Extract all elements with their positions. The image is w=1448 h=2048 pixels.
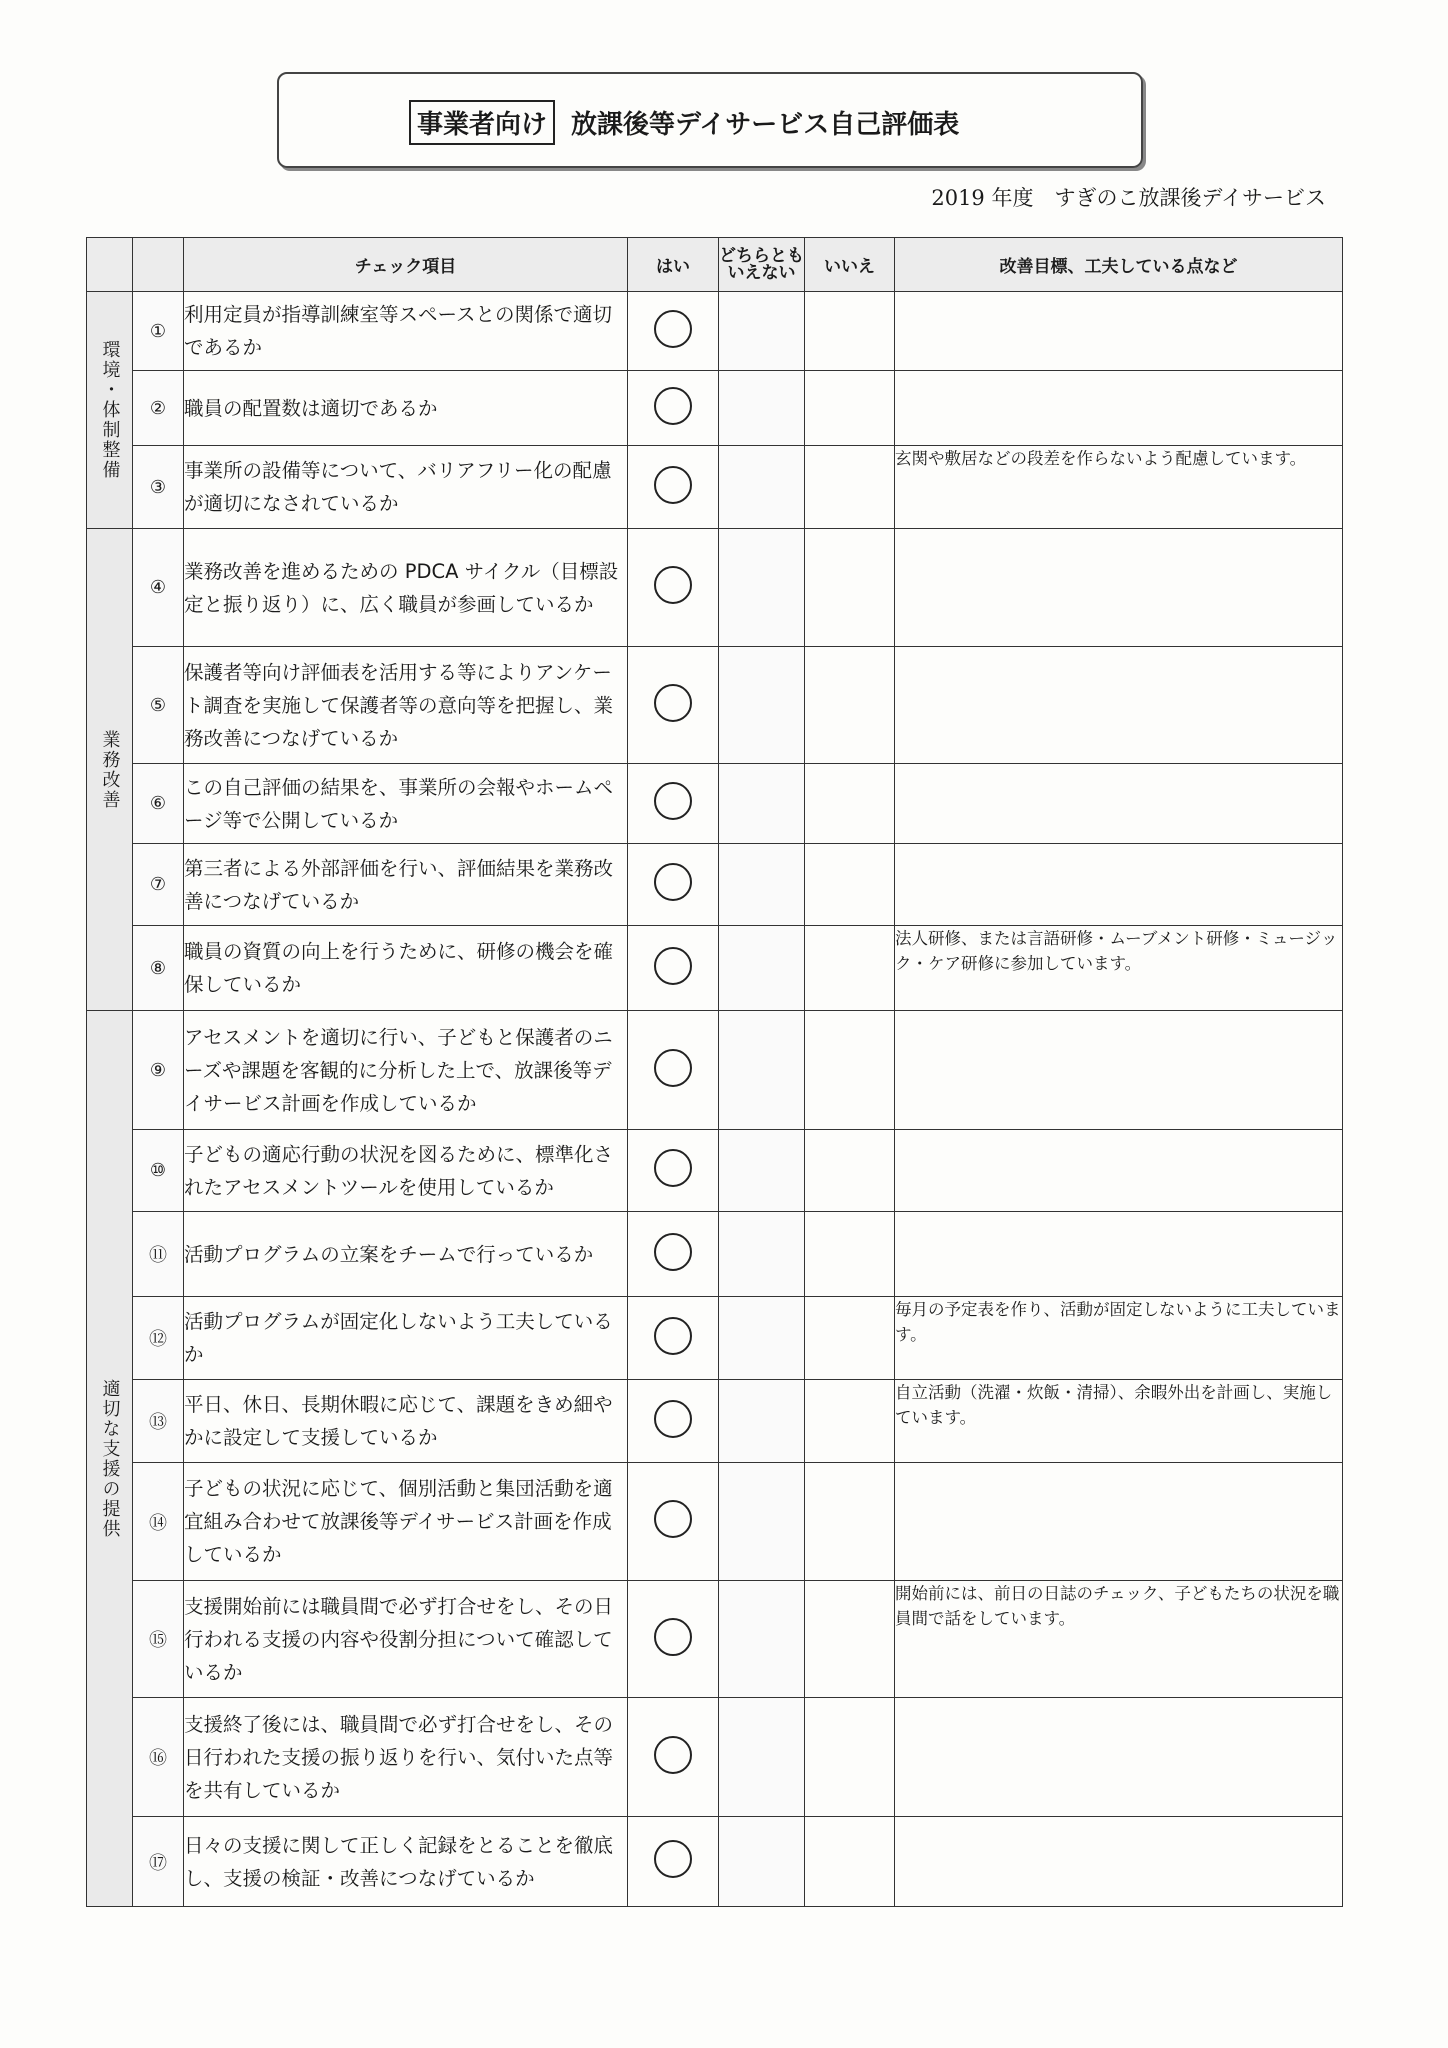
no-cell xyxy=(805,1130,895,1212)
header-corner-2 xyxy=(133,238,184,292)
neither-cell xyxy=(719,926,805,1011)
document-subtitle: 2019 年度 すぎのこ放課後デイサービス xyxy=(931,186,1326,210)
table-row xyxy=(87,292,1343,371)
row-number: ⑭ xyxy=(133,1463,184,1581)
table-row xyxy=(87,1297,1343,1380)
circle-mark-icon xyxy=(654,1149,692,1187)
table-row xyxy=(87,1817,1343,1907)
no-cell xyxy=(805,647,895,764)
table-row xyxy=(87,844,1343,926)
circle-mark-icon xyxy=(654,782,692,820)
header-notes: 改善目標、工夫している点など xyxy=(895,238,1343,292)
circle-mark-icon xyxy=(654,863,692,901)
row-number: ⑩ xyxy=(133,1130,184,1212)
table-row xyxy=(87,1130,1343,1212)
circle-mark-icon xyxy=(654,387,692,425)
no-cell xyxy=(805,1297,895,1380)
category-environment: 環境・体制整備 xyxy=(87,292,133,529)
row-number: ⑮ xyxy=(133,1581,184,1698)
row-number: ② xyxy=(133,371,184,446)
yes-cell xyxy=(628,1581,719,1698)
header-yes: はい xyxy=(628,238,719,292)
neither-cell xyxy=(719,446,805,529)
no-cell xyxy=(805,1581,895,1698)
circle-mark-icon xyxy=(654,566,692,604)
row-number: ⑤ xyxy=(133,647,184,764)
no-cell xyxy=(805,1463,895,1581)
check-item: 保護者等向け評価表を活用する等によりアンケート調査を実施して保護者等の意向等を把握し、業務改善につなげているか xyxy=(184,647,628,764)
row-number: ⑥ xyxy=(133,764,184,844)
row-number: ⑪ xyxy=(133,1212,184,1297)
note-cell xyxy=(895,292,1343,371)
note-cell: 毎月の予定表を作り、活動が固定しないように工夫しています。 xyxy=(895,1297,1343,1380)
circle-mark-icon xyxy=(654,1840,692,1878)
note-cell xyxy=(895,1212,1343,1297)
check-item: 業務改善を進めるための PDCA サイクル（目標設定と振り返り）に、広く職員が参画しているか xyxy=(184,529,628,647)
circle-mark-icon xyxy=(654,1233,692,1271)
check-item: この自己評価の結果を、事業所の会報やホームページ等で公開しているか xyxy=(184,764,628,844)
circle-mark-icon xyxy=(654,466,692,504)
title-box xyxy=(277,72,1143,168)
check-item: 活動プログラムが固定化しないよう工夫しているか xyxy=(184,1297,628,1380)
note-cell xyxy=(895,1130,1343,1212)
yes-cell xyxy=(628,1698,719,1817)
note-cell xyxy=(895,1698,1343,1817)
neither-cell xyxy=(719,1581,805,1698)
check-item: 子どもの状況に応じて、個別活動と集団活動を適宜組み合わせて放課後等デイサービス計画を作成しているか xyxy=(184,1463,628,1581)
table-row xyxy=(87,647,1343,764)
yes-cell xyxy=(628,764,719,844)
note-cell xyxy=(895,844,1343,926)
neither-cell xyxy=(719,1297,805,1380)
no-cell xyxy=(805,529,895,647)
note-cell xyxy=(895,1817,1343,1907)
check-item: 支援終了後には、職員間で必ず打合せをし、その日行われた支援の振り返りを行い、気付いた点等を共有しているか xyxy=(184,1698,628,1817)
circle-mark-icon xyxy=(654,1736,692,1774)
note-cell: 法人研修、または言語研修・ムーブメント研修・ミュージック・ケア研修に参加しています。 xyxy=(895,926,1343,1011)
yes-cell xyxy=(628,1297,719,1380)
table-row xyxy=(87,446,1343,529)
yes-cell xyxy=(628,1380,719,1463)
note-cell xyxy=(895,1011,1343,1130)
yes-cell xyxy=(628,1011,719,1130)
no-cell xyxy=(805,371,895,446)
note-cell: 自立活動（洗濯・炊飯・清掃）、余暇外出を計画し、実施しています。 xyxy=(895,1380,1343,1463)
yes-cell xyxy=(628,1212,719,1297)
row-number: ⑬ xyxy=(133,1380,184,1463)
check-item: 子どもの適応行動の状況を図るために、標準化されたアセスメントツールを使用しているか xyxy=(184,1130,628,1212)
circle-mark-icon xyxy=(654,1618,692,1656)
note-cell xyxy=(895,1463,1343,1581)
circle-mark-icon xyxy=(654,1317,692,1355)
evaluation-table xyxy=(86,237,1343,1907)
table-row xyxy=(87,1212,1343,1297)
table-row xyxy=(87,529,1343,647)
yes-cell xyxy=(628,1463,719,1581)
circle-mark-icon xyxy=(654,310,692,348)
check-item: アセスメントを適切に行い、子どもと保護者のニーズや課題を客観的に分析した上で、放課後等デイサービス計画を作成しているか xyxy=(184,1011,628,1130)
row-number: ③ xyxy=(133,446,184,529)
row-number: ⑧ xyxy=(133,926,184,1011)
table-row xyxy=(87,764,1343,844)
neither-cell xyxy=(719,1380,805,1463)
yes-cell xyxy=(628,1817,719,1907)
neither-cell xyxy=(719,1817,805,1907)
neither-cell xyxy=(719,1130,805,1212)
note-cell xyxy=(895,647,1343,764)
no-cell xyxy=(805,844,895,926)
category-business-improvement: 業務改善 xyxy=(87,529,133,1011)
check-item: 支援開始前には職員間で必ず打合せをし、その日行われる支援の内容や役割分担について確認しているか xyxy=(184,1581,628,1698)
table-row xyxy=(87,1463,1343,1581)
yes-cell xyxy=(628,926,719,1011)
table-row xyxy=(87,371,1343,446)
header-neither-text: どちらとも いえない xyxy=(719,245,804,283)
circle-mark-icon xyxy=(654,947,692,985)
no-cell xyxy=(805,764,895,844)
neither-cell xyxy=(719,647,805,764)
table-row xyxy=(87,1011,1343,1130)
circle-mark-icon xyxy=(654,684,692,722)
table-row xyxy=(87,1698,1343,1817)
check-item: 事業所の設備等について、バリアフリー化の配慮が適切になされているか xyxy=(184,446,628,529)
no-cell xyxy=(805,1817,895,1907)
yes-cell xyxy=(628,529,719,647)
row-number: ⑦ xyxy=(133,844,184,926)
header-no: いいえ xyxy=(805,238,895,292)
category-support-provision: 適切な支援の提供 xyxy=(87,1011,133,1907)
no-cell xyxy=(805,926,895,1011)
yes-cell xyxy=(628,1130,719,1212)
header-row xyxy=(87,238,1343,292)
neither-cell xyxy=(719,1698,805,1817)
neither-cell xyxy=(719,292,805,371)
neither-cell xyxy=(719,844,805,926)
yes-cell xyxy=(628,647,719,764)
check-item: 平日、休日、長期休暇に応じて、課題をきめ細やかに設定して支援しているか xyxy=(184,1380,628,1463)
title-tag: 事業者向け xyxy=(409,100,555,145)
neither-cell xyxy=(719,529,805,647)
header-neither xyxy=(719,238,805,292)
yes-cell xyxy=(628,446,719,529)
note-cell: 玄関や敷居などの段差を作らないよう配慮しています。 xyxy=(895,446,1343,529)
row-number: ⑫ xyxy=(133,1297,184,1380)
yes-cell xyxy=(628,371,719,446)
circle-mark-icon xyxy=(654,1049,692,1087)
check-item: 職員の配置数は適切であるか xyxy=(184,371,628,446)
neither-cell xyxy=(719,1463,805,1581)
circle-mark-icon xyxy=(654,1500,692,1538)
note-cell: 開始前には、前日の日誌のチェック、子どもたちの状況を職員間で話をしています。 xyxy=(895,1581,1343,1698)
neither-cell xyxy=(719,764,805,844)
yes-cell xyxy=(628,292,719,371)
header-check: チェック項目 xyxy=(184,238,628,292)
neither-cell xyxy=(719,371,805,446)
table-row xyxy=(87,1380,1343,1463)
title-line xyxy=(409,100,959,145)
no-cell xyxy=(805,1380,895,1463)
circle-mark-icon xyxy=(654,1400,692,1438)
neither-cell xyxy=(719,1011,805,1130)
row-number: ⑯ xyxy=(133,1698,184,1817)
row-number: ① xyxy=(133,292,184,371)
table-row xyxy=(87,926,1343,1011)
check-item: 日々の支援に関して正しく記録をとることを徹底し、支援の検証・改善につなげているか xyxy=(184,1817,628,1907)
check-item: 第三者による外部評価を行い、評価結果を業務改善につなげているか xyxy=(184,844,628,926)
note-cell xyxy=(895,529,1343,647)
no-cell xyxy=(805,1011,895,1130)
table-row xyxy=(87,1581,1343,1698)
check-item: 職員の資質の向上を行うために、研修の機会を確保しているか xyxy=(184,926,628,1011)
document-title: 放課後等デイサービス自己評価表 xyxy=(571,110,960,140)
check-item: 活動プログラムの立案をチームで行っているか xyxy=(184,1212,628,1297)
no-cell xyxy=(805,292,895,371)
no-cell xyxy=(805,1698,895,1817)
note-cell xyxy=(895,764,1343,844)
no-cell xyxy=(805,1212,895,1297)
yes-cell xyxy=(628,844,719,926)
note-cell xyxy=(895,371,1343,446)
no-cell xyxy=(805,446,895,529)
header-corner-1 xyxy=(87,238,133,292)
row-number: ④ xyxy=(133,529,184,647)
row-number: ⑨ xyxy=(133,1011,184,1130)
check-item: 利用定員が指導訓練室等スペースとの関係で適切であるか xyxy=(184,292,628,371)
neither-cell xyxy=(719,1212,805,1297)
row-number: ⑰ xyxy=(133,1817,184,1907)
